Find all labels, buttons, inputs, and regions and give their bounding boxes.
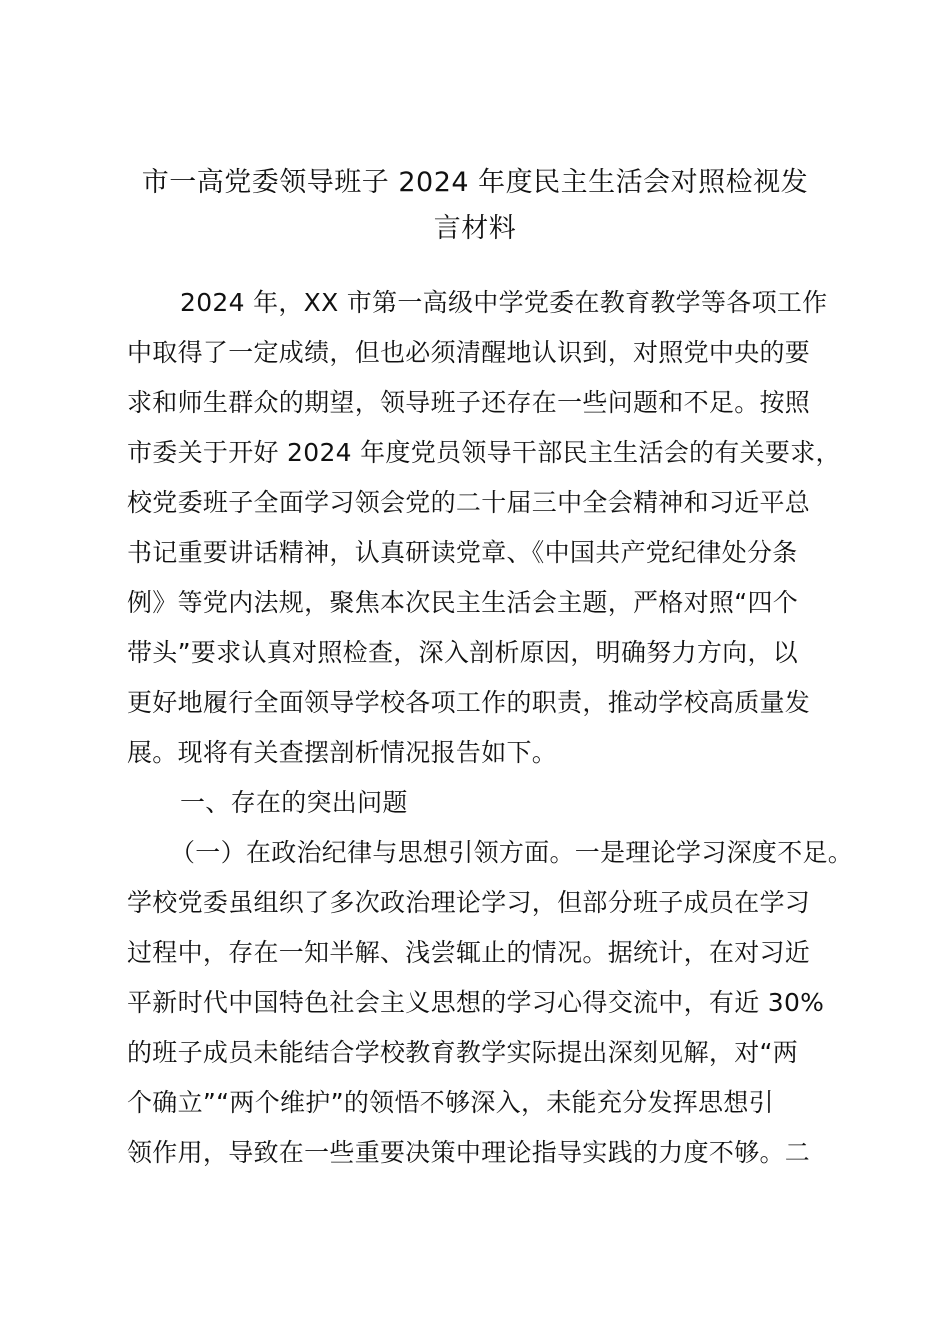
paragraph-1-line-3: 求和师生群众的期望，领导班子还存在一些问题和不足。按照 <box>127 388 811 417</box>
document-title-line-1: 市一高党委领导班子 2024 年度民主生活会对照检视发 <box>141 167 809 198</box>
paragraph-1-line-4: 市委关于开好 2024 年度党员领导干部民主生活会的有关要求， <box>127 438 841 467</box>
paragraph-2-line-6: 个确立”“两个维护”的领悟不够深入，未能充分发挥思想引 <box>127 1088 774 1117</box>
paragraph-1-line-8: 带头”要求认真对照检查，深入剖析原因，明确努力方向，以 <box>127 638 799 667</box>
paragraph-2-line-3: 过程中，存在一知半解、浅尝辄止的情况。据统计，在对习近 <box>127 938 811 967</box>
paragraph-2-line-7: 领作用，导致在一些重要决策中理论指导实践的力度不够。二 <box>127 1138 811 1167</box>
paragraph-2-line-4: 平新时代中国特色社会主义思想的学习心得交流中，有近 30% <box>127 988 825 1017</box>
paragraph-1-line-10: 展。现将有关查摆剖析情况报告如下。 <box>127 738 558 767</box>
section-heading: 一、存在的突出问题 <box>180 788 408 817</box>
paragraph-1-line-7: 例》等党内法规，聚焦本次民主生活会主题，严格对照“四个 <box>127 588 799 617</box>
document-title-line-2: 言材料 <box>433 213 517 244</box>
paragraph-1-line-6: 书记重要讲话精神，认真研读党章、《中国共产党纪律处分条 <box>127 538 798 567</box>
paragraph-2-line-2: 学校党委虽组织了多次政治理论学习，但部分班子成员在学习 <box>127 888 811 917</box>
paragraph-1-line-2: 中取得了一定成绩，但也必须清醒地认识到，对照党中央的要 <box>127 338 811 367</box>
paragraph-2-line-1: （一）在政治纪律与思想引领方面。一是理论学习深度不足。 <box>170 838 854 867</box>
paragraph-1-line-5: 校党委班子全面学习领会党的二十届三中全会精神和习近平总 <box>127 488 811 517</box>
paragraph-2-line-5: 的班子成员未能结合学校教育教学实际提出深刻见解，对“两 <box>127 1038 799 1067</box>
paragraph-1-line-9: 更好地履行全面领导学校各项工作的职责，推动学校高质量发 <box>127 688 811 717</box>
paragraph-1-line-1: 2024 年，XX 市第一高级中学党委在教育教学等各项工作 <box>180 288 828 317</box>
